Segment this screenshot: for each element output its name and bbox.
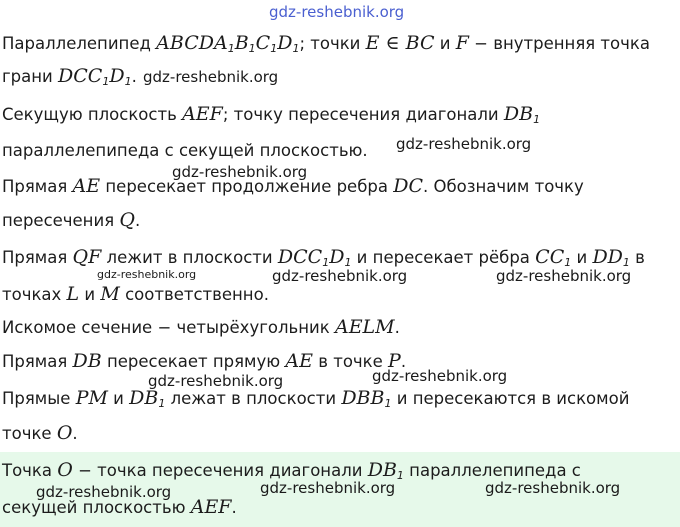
text-line-12: точке O.	[2, 422, 78, 444]
watermark: gdz-reshebnik.org	[372, 367, 508, 385]
watermark: gdz-reshebnik.org	[172, 163, 308, 181]
text-line-4: параллелепипеда с секущей плоскостью.	[2, 141, 368, 160]
text-line-7: Прямая QF лежит в плоскости $DCC_1D_1$ и пересекает рёбра $CC_1$ и $DD_1$ в	[2, 246, 645, 269]
watermark: gdz-reshebnik.org	[36, 483, 172, 501]
watermark: gdz-reshebnik.org	[97, 268, 197, 281]
text-line-8: точках L и M соответственно.	[2, 283, 269, 305]
text-line-10: Прямая DB пересекает прямую AE в точке P.	[2, 350, 407, 372]
text-line-11: Прямые PM и $DB_1$ лежат в плоскости $DBB_1$ и пересекаются в искомой	[2, 387, 630, 410]
watermark: gdz-reshebnik.org	[272, 267, 408, 285]
text-line-9: Искомое сечение − четырёхугольник AELM.	[2, 316, 400, 338]
watermark: gdz-reshebnik.org	[260, 479, 396, 497]
watermark: gdz-reshebnik.org	[269, 3, 405, 21]
text-line-14: секущей плоскостью AEF.	[2, 496, 237, 518]
watermark: gdz-reshebnik.org	[148, 372, 284, 390]
watermark: gdz-reshebnik.org	[496, 267, 632, 285]
watermark: gdz-reshebnik.org	[396, 135, 532, 153]
text-line-2: грани $DCC_1D_1$.	[2, 65, 137, 88]
watermark: gdz-reshebnik.org	[485, 479, 621, 497]
text-line-5: Прямая AE пересекает продолжение ребра DC. Обозначим точку	[2, 175, 584, 197]
text-line-13: Точка O − точка пересечения диагонали $DB_1$ параллелепипеда с	[2, 459, 581, 482]
watermark: gdz-reshebnik.org	[143, 68, 279, 86]
text-line-1: Параллелепипед $ABCDA_1B_1C_1D_1$; точки E ∈ BC и F − внутренняя точка	[2, 32, 650, 55]
text-line-3: Секущую плоскость AEF; точку пересечения диагонали $DB_1$	[2, 103, 541, 126]
text-line-6: пересечения Q.	[2, 209, 141, 231]
